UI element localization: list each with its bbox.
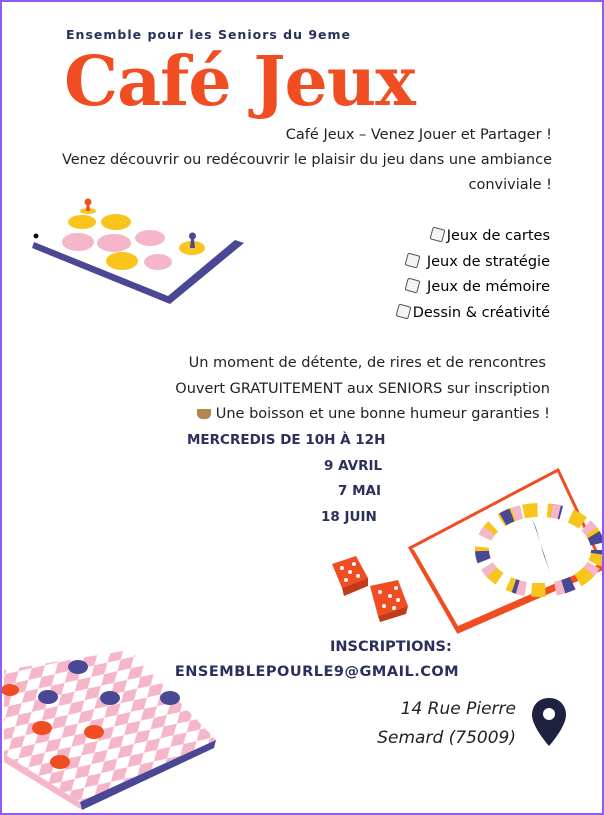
schedule-date: 18 JUIN [321,509,377,525]
schedule-date: 7 MAI [338,483,381,499]
dice-icon [395,303,411,319]
details-line-3: Une boisson et une bonne humeur garanties ! [197,402,550,427]
address-line-2: Semard (75009) [377,728,516,748]
activity-item: Dessin & créativité [397,301,550,327]
activities-list [397,224,550,326]
address-line-1: 14 Rue Pierre [400,699,516,719]
intro-line-2: Venez découvrir ou redécouvrir le plaisir du jeu dans une ambiance [61,152,552,168]
schedule-title: MERCREDIS DE 10H À 12H [187,432,386,448]
intro-line-3: conviviale ! [468,177,552,193]
address [377,695,516,753]
intro-line-1: Café Jeux – Venez Jouer et Partager ! [285,127,552,143]
dice-icon [429,227,445,243]
details-line-2: Ouvert GRATUITEMENT aux SENIORS sur inscription [175,381,550,397]
activity-item: Jeux de mémoire [397,275,550,301]
activity-item: Jeux de cartes [397,224,550,250]
dice-icon [405,278,421,294]
registration-label: INSCRIPTIONS: [330,639,452,655]
activity-item: Jeux de stratégie [397,250,550,276]
board-game-illustration [30,198,252,310]
map-pin-icon [529,696,569,750]
dice-illustration [328,552,412,624]
dice-icon [405,252,421,268]
schedule-date: 9 AVRIL [324,458,383,474]
organization-name: Ensemble pour les Seniors du 9eme [66,27,352,42]
details-line-1: Un moment de détente, de rires et de rencontres [188,355,546,371]
registration-email[interactable]: ENSEMBLEPOURLE9@GMAIL.COM [174,664,460,680]
coffee-cup-icon [197,409,211,419]
page-title: Café Jeux [64,42,415,122]
spinner-board-illustration [408,468,604,634]
checkers-board-illustration [2,642,217,813]
